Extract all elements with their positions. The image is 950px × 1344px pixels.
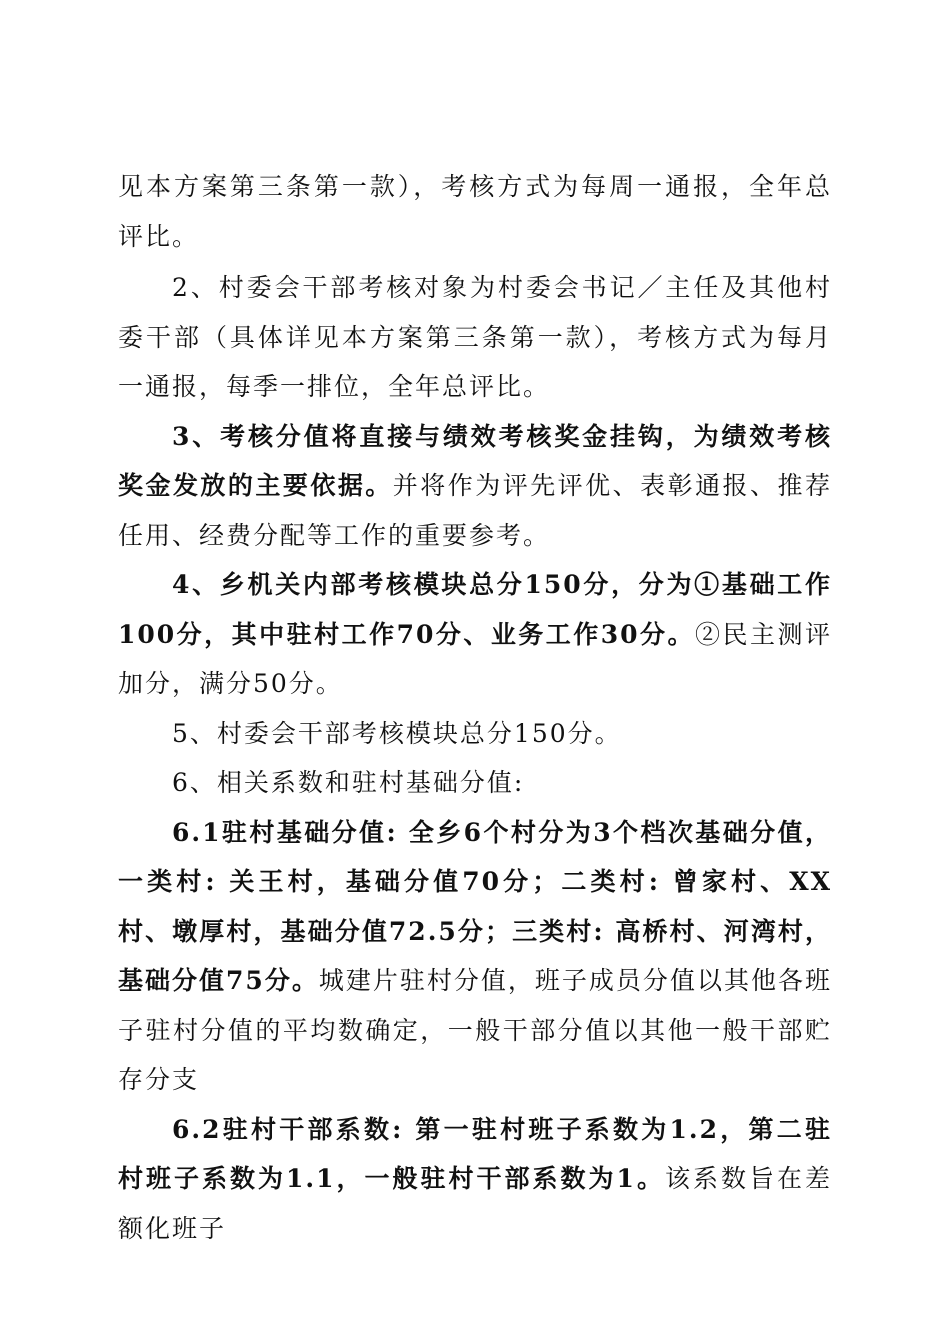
paragraph-bold-text: 6.1驻村基础分值: 全乡6个村分为3个档次基础分值，一类村: 关王村，基础分值70分；二类村: 曾家村、XX村、墩厚村，基础分值72.5分；三类村: 高桥村、河湾村，基础分值75分。 xyxy=(118,817,832,995)
paragraph-continuation xyxy=(118,162,832,261)
paragraph-text: 5、村委会干部考核模块总分150分。 xyxy=(172,718,622,748)
paragraph-village-module-score xyxy=(118,709,832,759)
paragraph-text: 6、相关系数和驻村基础分值: xyxy=(172,768,525,797)
paragraph-text: 城建片驻村分值，班子成员分值以其他各班子驻村分值的平均数确定，一般干部分值以其他一般干部贮存分支 xyxy=(118,966,832,1094)
paragraph-score-bonus-link xyxy=(118,412,832,561)
paragraph-text: 2、村委会干部考核对象为村委会书记／主任及其他村委干部（具体详见本方案第三条第一款），考核方式为每月一通报，每季一排位，全年总评比。 xyxy=(118,273,832,401)
paragraph-coefficients-heading xyxy=(118,758,832,808)
paragraph-text: ②民主测评加分，满分50分。 xyxy=(118,619,832,698)
paragraph-text: 并将作为评先评优、表彰通报、推荐任用、经费分配等工作的重要参考。 xyxy=(118,471,832,550)
paragraph-text: 该系数旨在差额化班子 xyxy=(118,1164,832,1243)
paragraph-cadre-coefficient xyxy=(118,1105,832,1254)
paragraph-bold-text: 6.2驻村干部系数: 第一驻村班子系数为1.2，第二驻村班子系数为1.1，一般驻村干部系数为1。 xyxy=(118,1114,832,1193)
paragraph-text: 见本方案第三条第一款），考核方式为每周一通报，全年总评比。 xyxy=(118,172,832,251)
document-body xyxy=(118,162,832,1253)
paragraph-village-committee-assessment xyxy=(118,263,832,412)
paragraph-village-base-score xyxy=(118,808,832,1105)
paragraph-bold-text: 4、乡机关内部考核模块总分150分，分为①基础工作100分，其中驻村工作70分、业务工作30分。 xyxy=(118,570,832,649)
paragraph-bold-text: 3、考核分值将直接与绩效考核奖金挂钩，为绩效考核奖金发放的主要依据。 xyxy=(118,421,832,500)
paragraph-internal-module-score xyxy=(118,560,832,709)
